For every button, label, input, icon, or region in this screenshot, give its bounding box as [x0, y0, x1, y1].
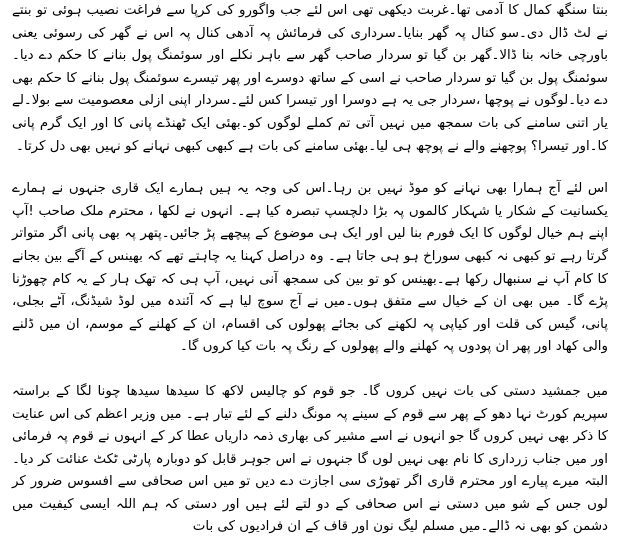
paragraph-3: میں جمشید دستی کی بات نہیں کروں گا۔ جو قوم کو چالیس لاکھ کا سیدھا سیدھا چونا لگا کے براستہ سپریم کورٹ نہا دھو کے پھر سے قوم کے سینے پہ مونگ دلنے کے لئے تیار ہے۔ میں وزیر اعظم کی اس عنایت کا ذکر بھی نہیں کروں گا جو انہوں نے اسے مشیر کی بھاری ذمہ داریاں عطا کر کے انہوں نے قوم پہ فرمائی اور میں جناب زرداری کا نام بھی نہیں لوں گا جنہوں نے اس جوہر قابل کو دوبارہ پارٹی ٹکٹ عنائت کر دیا۔البتہ میرے پیارے اور محترم قاری اگر تھوڑی سی اجازت دے دیں تو میں اس صحافی سے افسوس ضرور کر لوں جس کے شو میں دستی نے اس صحافی کے دو لتے لئے ہیں اور دستی کہ ہم اللہ ایسی کیفیت میں دشمن کو بھی نہ ڈالے۔میں مسلم لیگ نون اور قاف کے ان فرادیوں کی بات: [12, 383, 608, 535]
paragraph-1: بنتا سنگھ کمال کا آدمی تھا۔غربت دیکھی تھی اس لئے جب واگورو کی کرپا سے فراغت نصیب ہوئی تو بنتے نے لٹ ڈال دی۔سو کنال پہ گھر بنایا۔سرداری کی فرمائش پہ آدھی کنال پہ اس نے گھر کی رسوئی یعنی باورچی خانہ بنا ڈالا۔گھر بن گیا تو سردار صاحب گھر سے باہر نکلے اور سوئمنگ پول بنانے کا حکم دے دیا۔سوئمنگ پول بن گیا تو سردار صاحب نے اسی کے ساتھ دوسرے اور پھر تیسرے سوئمنگ پول بنانے کا حکم بھی دے دیا۔لوگوں نے پوچھا ،سردار جی یہ ہے دوسرا اور تیسرا کس لئے۔سردار اپنی ازلی معصومیت سے بولا۔لے یار اتنی سامنے کی بات سمجھ میں نہیں آتی تم کملے لوگوں کو۔بھئی ایک ٹھنڈے پانی کا اور ایک گرم پانی کا۔اور تیسرا؟ پوچھنے والے نے پوچھ ہی لیا۔بھئی سامنے کی بات ہے کبھی کبھی نہانے کو نہیں بھی دل کرتا۔: [12, 3, 608, 154]
paragraph-2: اس لئے آج ہمارا بھی نہانے کو موڈ نہیں بن رہا۔اس کی وجہ یہ ہیں ہمارے ایک قاری جنہوں نے ہمارے یکسانیت کے شکار یا شہکار کالموں پہ بڑا دلچسپ تبصرہ کیا ہے۔ انہوں نے لکھا ، محترم ملک صاحب !آپ اپنے ہم خیال لوگوں کا ایک فورم بنا لیں اور ایک ہی موضوع کے پیچھے پڑ جائیں۔پتھر پہ بھی پانی اگر متواتر گرتا رہے تو کبھی نہ کبھی سوراخ ہو ہی جاتا ہے۔ وہ دراصل کہنا یہ چاہتے تھے کہ بھینس کے آگے بین بجانے کا کام آپ نے سنبھال رکھا ہے۔بھینس کو تو بین کی سمجھ آنی نہیں، آپ ہی کہ تھک ہار کے یہ کام چھوڑنا پڑے گا۔ میں بھی ان کے خیال سے متفق ہوں۔میں نے آج سوچ لیا ہے کہ آئندہ میں لوڈ شیڈنگ، آٹے بجلی، پانی، گیس کی قلت اور کیاپی پہ لکھنے کی بجائے پھولوں کی اقسام، ان کے کھلنے کے موسم، ان میں ڈلنے والی کھاد اور پھر ان پودوں پہ کھلنے والے پھولوں کے رنگ پہ بات کیا کروں گا۔: [12, 181, 608, 355]
